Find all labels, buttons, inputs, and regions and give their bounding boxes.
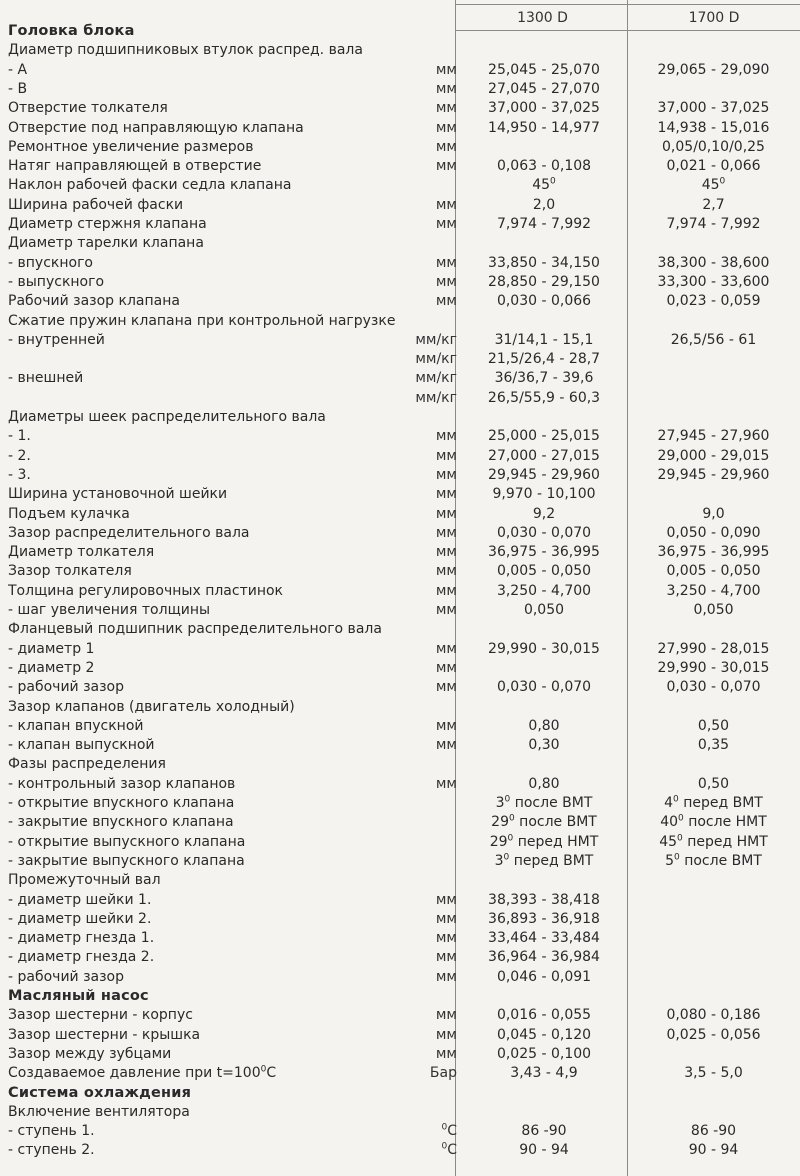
spec-row xyxy=(0,196,800,215)
spec-unit: мм xyxy=(435,891,457,908)
value-1300d: $3^0$ после ВМТ xyxy=(495,794,593,811)
value-1700d xyxy=(627,41,800,60)
spec-row xyxy=(0,1026,800,1045)
spec-row xyxy=(0,273,800,292)
spec-row xyxy=(0,948,800,967)
value-1300d: $45^0$ xyxy=(532,176,556,194)
value-1300d: 0,050 xyxy=(523,602,565,618)
spec-row xyxy=(0,678,800,697)
spec-unit: мм xyxy=(435,775,457,792)
value-1300d xyxy=(458,659,630,678)
value-1700d: 2,7 xyxy=(702,196,725,213)
spec-unit: мм xyxy=(435,466,457,483)
spec-unit: мм xyxy=(435,216,457,232)
spec-unit: мм xyxy=(435,582,457,599)
spec-row xyxy=(0,61,800,80)
value-1300d: 0,30 xyxy=(528,737,560,754)
value-1300d: 29,990 - 30,015 xyxy=(488,640,600,657)
value-1700d: $45^0$ xyxy=(701,176,726,194)
value-1300d xyxy=(458,1084,630,1103)
spec-row xyxy=(0,891,800,910)
spec-unit: мм xyxy=(435,910,457,927)
value-1700d: 36,975 - 36,995 xyxy=(657,544,770,561)
spec-label: - диаметр 1 xyxy=(8,640,95,657)
spec-label: Ширина рабочей фаски xyxy=(8,196,184,213)
spec-label: Зазор распределительного вала xyxy=(8,524,250,541)
value-1300d: 14,950 - 14,977 xyxy=(488,119,600,136)
spec-unit: мм/кг xyxy=(415,351,457,368)
spec-unit: $^0$C xyxy=(441,1122,457,1140)
spec-label: - открытие выпускного клапана xyxy=(8,833,246,850)
value-1300d: 0,80 xyxy=(528,775,560,792)
value-1700d: 0,030 - 0,070 xyxy=(666,679,761,696)
spec-label: Создаваемое давление при $t=100^0C$ xyxy=(8,1064,277,1082)
value-1300d: 25,045 - 25,070 xyxy=(488,61,600,78)
value-1300d: $29^0$ после ВМТ xyxy=(491,813,597,831)
value-1300d: 26,5/55,9 - 60,3 xyxy=(487,389,601,406)
value-1300d: 36,964 - 36,984 xyxy=(488,949,600,966)
spec-unit xyxy=(395,620,457,639)
value-1300d: $29^0$ перед НМТ xyxy=(489,832,599,850)
spec-label: - диаметр шейки 1. xyxy=(8,891,152,908)
spec-unit: мм xyxy=(435,293,457,310)
spec-label: - внешней xyxy=(8,370,84,387)
value-1700d: 86 -90 xyxy=(690,1123,737,1140)
spec-unit: мм xyxy=(435,602,457,618)
value-1300d: 0,016 - 0,055 xyxy=(496,1007,592,1024)
spec-label: - впускного xyxy=(8,254,93,271)
spec-row xyxy=(0,466,800,485)
spec-label: Включение вентилятора xyxy=(8,1103,190,1120)
value-1700d xyxy=(627,22,800,41)
spec-row xyxy=(0,833,800,852)
value-1700d: 0,50 xyxy=(697,775,730,792)
spec-unit: мм xyxy=(435,1007,457,1024)
value-1300d: 21,5/26,4 - 28,7 xyxy=(487,351,601,368)
spec-unit: мм xyxy=(435,428,457,445)
spec-label: - A xyxy=(8,61,28,78)
spec-row xyxy=(0,1122,800,1141)
value-1700d: $45^0$ перед НМТ xyxy=(659,832,768,850)
spec-label: Отверстие толкателя xyxy=(8,100,168,117)
value-1300d: 0,005 - 0,050 xyxy=(496,563,592,580)
spec-row xyxy=(0,582,800,601)
value-1300d: 0,025 - 0,100 xyxy=(496,1045,592,1062)
spec-label: Зазор клапанов (двигатель холодный) xyxy=(8,698,295,715)
value-1300d xyxy=(458,312,630,331)
value-1300d: 33,464 - 33,484 xyxy=(488,930,600,947)
value-1700d xyxy=(627,755,800,774)
value-1300d: 3,250 - 4,700 xyxy=(496,582,592,599)
spec-label: Диаметр толкателя xyxy=(8,544,155,561)
value-1700d: 38,300 - 38,600 xyxy=(657,254,770,271)
column-header-1700d: 1700 D xyxy=(688,10,740,26)
value-1700d xyxy=(627,948,800,967)
spec-label: Толщина регулировочных пластинок xyxy=(8,582,284,599)
spec-label: Натяг направляющей в отверстие xyxy=(8,158,262,175)
spec-label: Отверстие под направляющую клапана xyxy=(8,119,304,136)
spec-row xyxy=(0,929,800,948)
spec-label: Зазор между зубцами xyxy=(8,1045,172,1062)
section-heading-row xyxy=(0,1084,800,1103)
value-1300d: 9,2 xyxy=(532,505,556,522)
value-1700d xyxy=(627,891,800,910)
value-1700d: 29,000 - 29,015 xyxy=(657,447,770,464)
spec-row xyxy=(0,794,800,813)
spec-unit: мм xyxy=(435,158,457,175)
spec-row xyxy=(0,736,800,755)
spec-unit xyxy=(395,871,457,890)
value-1700d: $40^0$ после НМТ xyxy=(660,813,767,831)
spec-unit: мм/кг xyxy=(415,389,457,406)
spec-unit: мм xyxy=(435,119,457,136)
spec-unit: мм xyxy=(435,61,457,78)
spec-unit: мм xyxy=(435,138,457,155)
spec-row xyxy=(0,254,800,273)
value-1700d xyxy=(627,620,800,639)
spec-row xyxy=(0,562,800,581)
spec-label: Масляный насос xyxy=(8,988,149,1004)
spec-unit xyxy=(395,987,457,1006)
spec-row xyxy=(0,157,800,176)
spec-row xyxy=(0,389,800,408)
spec-label: Ширина установочной шейки xyxy=(8,486,228,503)
value-1300d xyxy=(458,41,630,60)
value-1700d: 3,250 - 4,700 xyxy=(666,582,761,599)
spec-label: - диаметр 2 xyxy=(8,659,95,676)
value-1700d: $5^0$ после ВМТ xyxy=(665,852,762,869)
spec-label: - клапан впускной xyxy=(8,717,144,734)
value-1700d: 27,990 - 28,015 xyxy=(657,640,770,657)
value-1700d xyxy=(627,968,800,987)
spec-unit: мм xyxy=(435,930,457,947)
spec-label: Рабочий зазор клапана xyxy=(8,293,180,310)
value-1700d: 9,0 xyxy=(702,505,725,522)
value-1700d xyxy=(627,408,800,427)
value-1700d: 0,050 - 0,090 xyxy=(666,524,761,541)
spec-unit: мм xyxy=(435,737,457,754)
value-1300d: 33,850 - 34,150 xyxy=(488,254,600,271)
spec-row xyxy=(0,1045,800,1064)
value-1300d: 37,000 - 37,025 xyxy=(488,100,600,117)
spec-row xyxy=(0,640,800,659)
spec-unit xyxy=(395,22,457,41)
value-1700d: 27,945 - 27,960 xyxy=(657,428,770,445)
section-heading-row xyxy=(0,22,800,41)
spec-label: - диаметр шейки 2. xyxy=(8,910,152,927)
spec-unit xyxy=(395,698,457,717)
spec-row xyxy=(0,620,800,639)
spec-row xyxy=(0,1141,800,1160)
spec-unit: мм xyxy=(435,196,457,213)
spec-unit: мм xyxy=(435,100,457,117)
value-1300d: 29,945 - 29,960 xyxy=(488,466,600,483)
spec-row xyxy=(0,717,800,736)
value-1300d xyxy=(458,755,630,774)
value-1300d: 0,030 - 0,066 xyxy=(496,293,592,310)
spec-unit: мм xyxy=(435,254,457,271)
value-1700d: $4^0$ перед ВМТ xyxy=(664,794,763,811)
spec-row xyxy=(0,99,800,118)
spec-row xyxy=(0,659,800,678)
value-1300d: 90 - 94 xyxy=(519,1142,569,1159)
value-1700d xyxy=(627,389,800,408)
spec-row xyxy=(0,698,800,717)
spec-row xyxy=(0,485,800,504)
value-1700d: 0,050 xyxy=(693,602,734,618)
value-1300d: 0,045 - 0,120 xyxy=(496,1026,592,1043)
value-1300d: 36/36,7 - 39,6 xyxy=(494,370,594,387)
value-1300d: 0,030 - 0,070 xyxy=(496,524,592,541)
value-1700d: 3,5 - 5,0 xyxy=(684,1065,743,1082)
value-1700d: 0,005 - 0,050 xyxy=(666,563,761,580)
value-1700d: 26,5/56 - 61 xyxy=(670,331,757,348)
value-1700d: 7,974 - 7,992 xyxy=(666,216,761,232)
section-heading-row xyxy=(0,987,800,1006)
value-1300d xyxy=(458,22,630,41)
value-1700d: 0,021 - 0,066 xyxy=(666,158,761,175)
value-1700d xyxy=(627,1103,800,1122)
value-1300d: 0,046 - 0,091 xyxy=(496,968,592,985)
value-1700d xyxy=(627,698,800,717)
spec-label: - рабочий зазор xyxy=(8,968,125,985)
value-1700d xyxy=(627,910,800,929)
value-1700d xyxy=(627,987,800,1006)
spec-unit: мм xyxy=(435,505,457,522)
spec-label: Подъем кулачка xyxy=(8,505,130,522)
spec-row xyxy=(0,41,800,60)
value-1300d xyxy=(458,871,630,890)
spec-row xyxy=(0,1006,800,1025)
spec-label: Зазор шестерни - крышка xyxy=(8,1026,201,1043)
spec-row xyxy=(0,543,800,562)
spec-row xyxy=(0,775,800,794)
spec-row xyxy=(0,813,800,832)
spec-label: Фазы распределения xyxy=(8,756,166,773)
spec-unit xyxy=(395,852,457,871)
value-1300d: 25,000 - 25,015 xyxy=(488,428,600,445)
value-1300d: $3^0$ перед ВМТ xyxy=(494,852,594,869)
value-1700d xyxy=(627,1045,800,1064)
value-1700d: 29,990 - 30,015 xyxy=(657,659,770,676)
spec-label: - клапан выпускной xyxy=(8,737,155,754)
spec-label: - диаметр гнезда 1. xyxy=(8,930,155,947)
spec-unit: мм xyxy=(435,544,457,561)
spec-row xyxy=(0,234,800,253)
value-1700d: 33,300 - 33,600 xyxy=(657,273,770,290)
spec-unit: мм xyxy=(435,968,457,985)
spec-row xyxy=(0,292,800,311)
value-1300d: 0,063 - 0,108 xyxy=(496,158,592,175)
spec-row xyxy=(0,119,800,138)
spec-row xyxy=(0,524,800,543)
spec-label: Диаметр подшипниковых втулок распред. вала xyxy=(8,42,363,59)
spec-unit xyxy=(395,176,457,195)
spec-label: - диаметр гнезда 2. xyxy=(8,949,155,966)
spec-unit: $^0$C xyxy=(441,1141,457,1159)
spec-row xyxy=(0,138,800,157)
spec-unit: мм xyxy=(435,273,457,290)
spec-label: - 2. xyxy=(8,447,31,464)
value-1300d xyxy=(458,234,630,253)
spec-label: Диаметры шеек распределительного вала xyxy=(8,409,326,425)
spec-row xyxy=(0,910,800,929)
spec-unit: мм xyxy=(435,563,457,580)
spec-row xyxy=(0,601,800,620)
spec-label: - рабочий зазор xyxy=(8,679,125,696)
spec-label: Сжатие пружин клапана при контрольной нагрузке xyxy=(8,312,396,329)
spec-label: Головка блока xyxy=(8,23,135,39)
value-1300d: 86 -90 xyxy=(521,1123,567,1140)
spec-row xyxy=(0,852,800,871)
spec-row xyxy=(0,1064,800,1083)
spec-unit xyxy=(395,1103,457,1122)
spec-row xyxy=(0,176,800,195)
value-1300d: 2,0 xyxy=(532,196,556,213)
spec-unit xyxy=(395,234,457,253)
spec-row xyxy=(0,80,800,99)
value-1700d: 0,025 - 0,056 xyxy=(666,1026,761,1043)
spec-label: Фланцевый подшипник распределительного вала xyxy=(8,621,382,638)
header-top-line xyxy=(455,4,800,5)
spec-label: - B xyxy=(8,80,28,97)
value-1300d xyxy=(458,987,630,1006)
value-1300d: 9,970 - 10,100 xyxy=(492,486,596,503)
value-1700d: 29,945 - 29,960 xyxy=(657,466,770,483)
spec-label: - ступень 1. xyxy=(8,1123,95,1140)
value-1700d xyxy=(627,350,800,369)
spec-unit: мм xyxy=(435,486,457,503)
spec-label: Наклон рабочей фаски седла клапана xyxy=(8,177,292,194)
spec-label: - закрытие впускного клапана xyxy=(8,814,234,831)
spec-label: - 1. xyxy=(8,428,31,445)
spec-label: - выпускного xyxy=(8,273,105,290)
value-1300d: 27,000 - 27,015 xyxy=(488,447,600,464)
spec-unit xyxy=(395,755,457,774)
spec-unit xyxy=(395,1084,457,1103)
spec-label: - ступень 2. xyxy=(8,1142,95,1159)
value-1300d: 3,43 - 4,9 xyxy=(510,1065,578,1082)
spec-row xyxy=(0,968,800,987)
value-1300d: 0,80 xyxy=(528,717,560,734)
spec-label: Промежуточный вал xyxy=(8,872,161,889)
value-1700d: 29,065 - 29,090 xyxy=(657,61,770,78)
spec-row xyxy=(0,871,800,890)
value-1700d xyxy=(627,871,800,890)
spec-row xyxy=(0,369,800,388)
value-1700d xyxy=(627,312,800,331)
value-1300d xyxy=(458,620,630,639)
spec-unit: мм xyxy=(435,524,457,541)
spec-unit: Бар xyxy=(429,1065,457,1082)
value-1300d: 38,393 - 38,418 xyxy=(488,891,600,908)
value-1700d: 37,000 - 37,025 xyxy=(657,100,770,117)
value-1700d xyxy=(627,1084,800,1103)
value-1300d: 0,030 - 0,070 xyxy=(496,679,592,696)
spec-label: - открытие впускного клапана xyxy=(8,795,235,811)
spec-row xyxy=(0,427,800,446)
spec-unit xyxy=(395,833,457,852)
value-1300d: 36,975 - 36,995 xyxy=(488,544,600,561)
spec-row xyxy=(0,312,800,331)
spec-label: Ремонтное увеличение размеров xyxy=(8,138,254,155)
spec-unit: мм xyxy=(435,640,457,657)
value-1300d: 27,045 - 27,070 xyxy=(488,80,600,97)
spec-row xyxy=(0,408,800,427)
value-1700d: 0,05/0,10/0,25 xyxy=(662,138,765,155)
spec-unit: мм/кг xyxy=(415,331,457,348)
spec-unit: мм xyxy=(435,80,457,97)
value-1300d: 36,893 - 36,918 xyxy=(488,910,600,927)
spec-unit: мм xyxy=(435,717,457,734)
spec-unit: мм/кг xyxy=(415,370,457,387)
spec-unit xyxy=(395,312,457,331)
spec-row xyxy=(0,505,800,524)
value-1700d: 90 - 94 xyxy=(688,1142,739,1159)
spec-label: Диаметр стержня клапана xyxy=(8,216,207,232)
spec-unit xyxy=(395,41,457,60)
value-1700d: 0,50 xyxy=(697,717,730,734)
spec-label: - шаг увеличения толщины xyxy=(8,602,211,618)
value-1300d: 28,850 - 29,150 xyxy=(488,273,600,290)
spec-label: - внутренней xyxy=(8,331,105,348)
spec-label: Система охлаждения xyxy=(8,1084,192,1101)
spec-label: - 3. xyxy=(8,466,31,483)
spec-unit xyxy=(395,794,457,813)
value-1300d: 31/14,1 - 15,1 xyxy=(494,331,594,348)
value-1700d xyxy=(627,485,800,504)
spec-row xyxy=(0,1103,800,1122)
value-1300d xyxy=(458,698,630,717)
value-1300d xyxy=(458,1103,630,1122)
spec-row xyxy=(0,447,800,466)
value-1300d xyxy=(458,138,630,157)
spec-unit: мм xyxy=(435,949,457,966)
spec-row xyxy=(0,331,800,350)
spec-unit: мм xyxy=(435,447,457,464)
value-1700d xyxy=(627,929,800,948)
spec-unit: мм xyxy=(435,659,457,676)
value-1300d: 7,974 - 7,992 xyxy=(496,216,592,232)
spec-label: Диаметр тарелки клапана xyxy=(8,235,204,252)
spec-unit xyxy=(395,408,457,427)
value-1700d xyxy=(627,234,800,253)
column-header-1300d: 1300 D xyxy=(517,10,568,26)
spec-unit: мм xyxy=(435,1026,457,1043)
spec-label: Зазор шестерни - корпус xyxy=(8,1007,193,1024)
spec-unit xyxy=(395,813,457,832)
value-1700d: 14,938 - 15,016 xyxy=(657,119,770,136)
spec-label: Зазор толкателя xyxy=(8,563,132,580)
value-1700d xyxy=(627,80,800,99)
value-1700d: 0,080 - 0,186 xyxy=(666,1007,761,1024)
spec-unit: мм xyxy=(435,1045,457,1062)
spec-label: - контрольный зазор клапанов xyxy=(8,775,236,792)
spec-row xyxy=(0,755,800,774)
spec-row xyxy=(0,215,800,234)
value-1700d: 0,35 xyxy=(697,737,730,754)
value-1300d xyxy=(458,408,630,427)
spec-unit: мм xyxy=(435,679,457,696)
value-1700d: 0,023 - 0,059 xyxy=(666,293,761,310)
value-1700d xyxy=(627,369,800,388)
spec-row xyxy=(0,350,800,369)
spec-label: - закрытие выпускного клапана xyxy=(8,852,245,869)
